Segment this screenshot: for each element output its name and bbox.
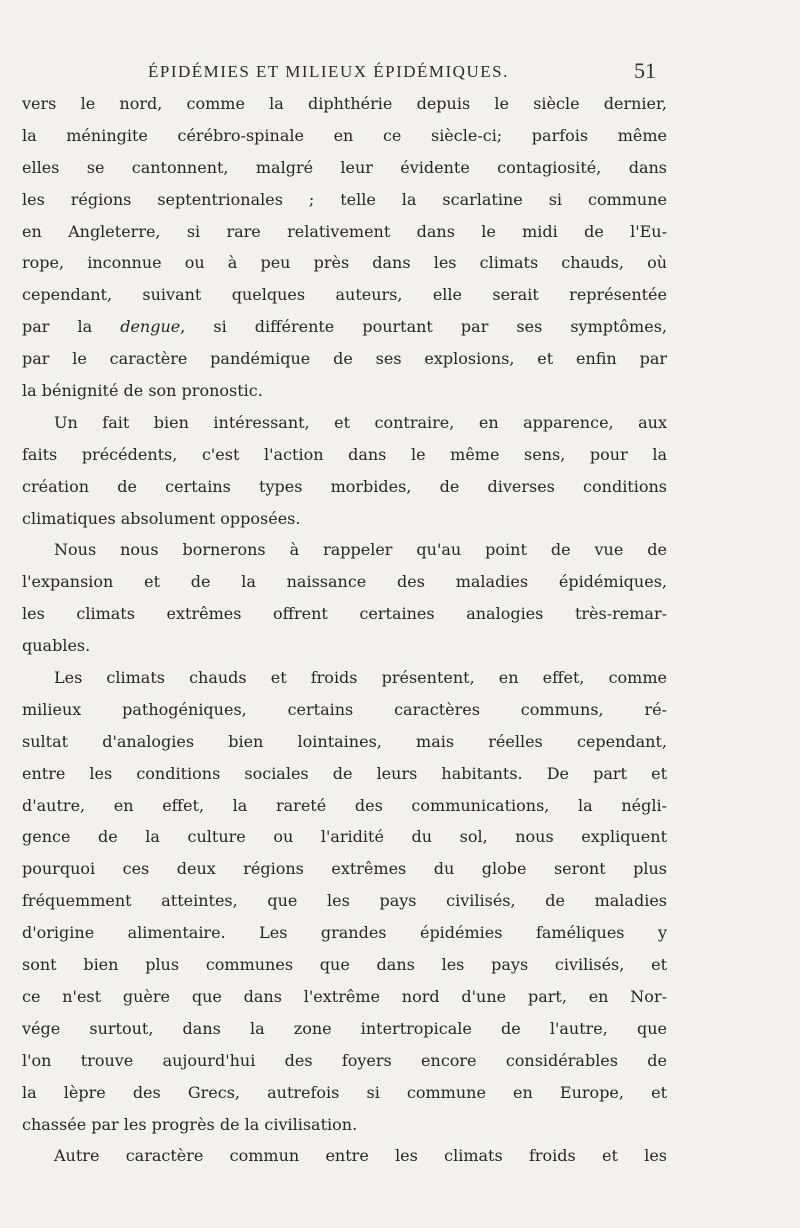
text-line: cependant, suivant quelques auteurs, elle serait représentée <box>22 285 667 305</box>
running-title: ÉPIDÉMIES ET MILIEUX ÉPIDÉMIQUES. <box>148 62 509 81</box>
text-line: ce n'est guère que dans l'extrême nord d'une part, en Nor- <box>22 986 667 1006</box>
text-line: sont bien plus communes que dans les pays civilisés, et <box>22 955 667 975</box>
text-fragment: par la <box>22 317 121 337</box>
text-line: chassée par les progrès de la civilisation. <box>22 1114 358 1134</box>
text-line: climatiques absolument opposées. <box>22 508 301 528</box>
text-line: faits précédents, c'est l'action dans le même sens, pour la <box>22 444 667 464</box>
text-line: rope, inconnue ou à peu près dans les climats chauds, où <box>22 253 667 273</box>
text-line: Nous nous bornerons à rappeler qu'au point de vue de <box>54 540 667 560</box>
text-line: milieux pathogéniques, certains caractères communs, ré- <box>22 699 667 719</box>
text-line: Un fait bien intéressant, et contraire, en apparence, aux <box>54 412 667 432</box>
text-line: sultat d'analogies bien lointaines, mais réelles cependant, <box>22 731 667 751</box>
text-line: les régions septentrionales ; telle la scarlatine si commune <box>22 189 667 209</box>
text-line: la bénignité de son pronostic. <box>22 381 263 401</box>
text-line: l'expansion et de la naissance des maladies épidémiques, <box>22 572 667 592</box>
text-line: fréquemment atteintes, que les pays civilisés, de maladies <box>22 891 667 911</box>
text-line: vége surtout, dans la zone intertropicale de l'autre, que <box>22 1018 667 1038</box>
text-line: entre les conditions sociales de leurs habitants. De part et <box>22 763 667 783</box>
text-line: en Angleterre, si rare relativement dans le midi de l'Eu- <box>22 221 667 241</box>
text-line: quables. <box>22 636 91 656</box>
text-line: Autre caractère commun entre les climats froids et les <box>54 1146 667 1166</box>
text-line: Les climats chauds et froids présentent, en effet, comme <box>54 668 667 688</box>
text-line-dengue <box>22 317 667 349</box>
text-line: d'origine alimentaire. Les grandes épidémies faméliques y <box>22 923 667 943</box>
text-line: gence de la culture ou l'aridité du sol, nous expliquent <box>22 827 667 847</box>
text-line: pourquoi ces deux régions extrêmes du globe seront plus <box>22 859 667 879</box>
page-header <box>60 58 660 88</box>
text-line: l'on trouve aujourd'hui des foyers encore considérables de <box>22 1050 667 1070</box>
text-line: la lèpre des Grecs, autrefois si commune en Europe, et <box>22 1082 667 1102</box>
text-line: d'autre, en effet, la rareté des communications, la négli- <box>22 795 667 815</box>
italic-term: dengue <box>120 317 181 337</box>
text-line: les climats extrêmes offrent certaines analogies très-remar- <box>22 604 667 624</box>
text-line: elles se cantonnent, malgré leur évidente contagiosité, dans <box>22 157 667 177</box>
text-line: vers le nord, comme la diphthérie depuis le siècle dernier, <box>22 94 667 113</box>
body-text <box>22 94 667 1178</box>
text-line: la méningite cérébro-spinale en ce siècle-ci; parfois même <box>22 125 667 145</box>
text-fragment: , si différente pourtant par ses symptômes, <box>180 317 667 337</box>
text-line: par le caractère pandémique de ses explosions, et enfin par <box>22 349 667 369</box>
text-line: création de certains types morbides, de diverses conditions <box>22 476 667 496</box>
page-number: 51 <box>634 58 656 83</box>
